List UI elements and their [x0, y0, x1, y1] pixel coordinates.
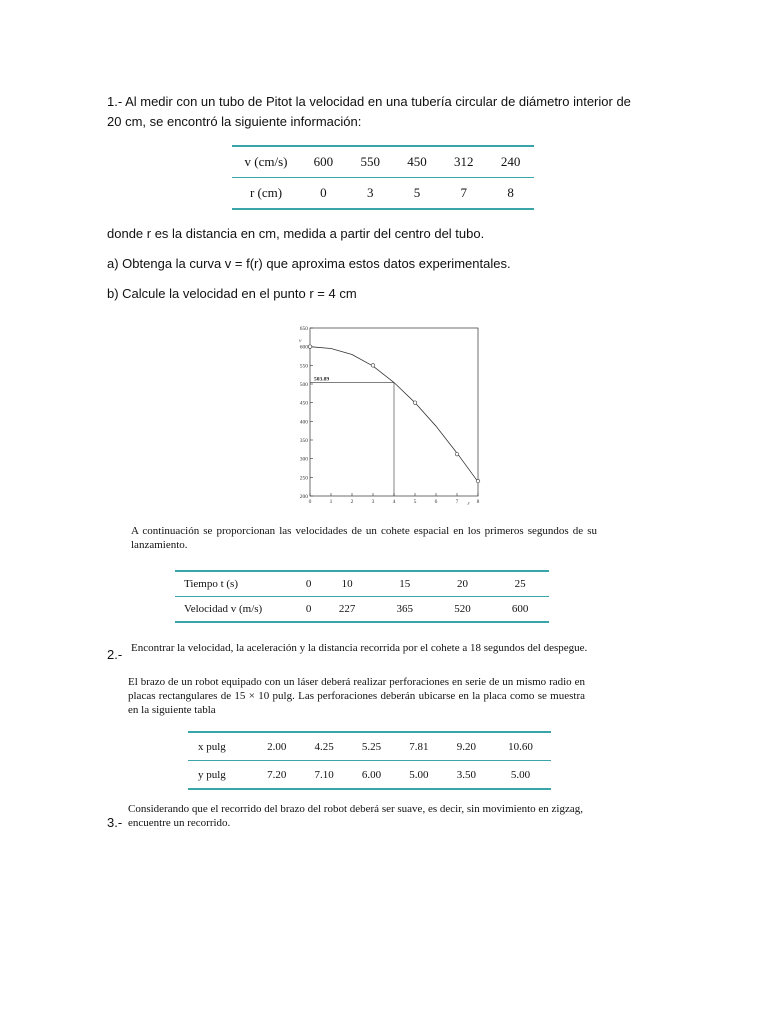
table-cell: 25: [491, 571, 549, 597]
problem-2-number: 2.-: [107, 647, 123, 662]
row-label: r (cm): [249, 185, 283, 200]
table-cell: 5.00: [510, 768, 531, 781]
x-tick-label: 5: [413, 499, 417, 505]
table-cell: 7.10: [314, 768, 334, 781]
table-row: [188, 761, 551, 790]
rocket-velocity-table: [175, 570, 549, 623]
x-tick-label: 7: [455, 499, 459, 505]
table-cell: 7.81: [395, 732, 442, 761]
x-tick-label: 0: [308, 499, 312, 505]
table-cell: 600: [300, 146, 347, 178]
x-axis-label: r: [467, 501, 470, 507]
problem-1-part-a: a) Obtenga la curva v = f(r) que aproxima estos datos experimentales.: [107, 256, 511, 271]
table-row: [175, 597, 549, 623]
y-tick-label: 350: [299, 438, 308, 444]
velocity-curve-chart: [290, 320, 490, 510]
table-cell: 2.00: [253, 732, 300, 761]
problem-1-note: donde r es la distancia en cm, medida a partir del centro del tubo.: [107, 226, 485, 241]
data-point: [308, 345, 312, 349]
table-row: [232, 178, 534, 210]
problem-1-intro: 1.- Al medir con un tubo de Pitot la velocidad en una tubería circular de diámetro interior de 20 cm, se encontró la siguiente información:: [107, 94, 631, 129]
y-tick-label: 250: [299, 475, 308, 482]
data-point: [455, 452, 459, 456]
table-cell: 3.50: [456, 768, 476, 781]
table-row: [175, 571, 549, 597]
x-tick-label: 3: [371, 499, 375, 505]
table-cell: 0: [320, 185, 327, 200]
y-axis-label: v: [299, 338, 302, 344]
y-tick-label: 650: [299, 326, 308, 332]
table-cell: 20: [434, 571, 492, 597]
table-row: [188, 732, 551, 761]
table-cell: 5.25: [348, 732, 395, 761]
row-label: Velocidad v (m/s): [184, 603, 263, 615]
table-row: [232, 146, 534, 178]
table-cell: 0: [299, 571, 318, 597]
x-tick-label: 4: [392, 499, 396, 505]
y-tick-label: 400: [299, 419, 308, 426]
data-point: [413, 401, 417, 405]
problem-3-question: Considerando que el recorrido del brazo del robot deberá ser suave, es decir, sin movimiento en zigzag, encuentre un recorrido.: [128, 803, 583, 829]
table-cell: 450: [394, 146, 441, 178]
row-label: Tiempo t (s): [175, 571, 299, 597]
table-cell: 240: [487, 146, 534, 178]
problem-3-number: 3.-: [107, 815, 123, 830]
table-cell: 6.00: [361, 768, 382, 781]
data-point: [371, 364, 375, 368]
x-tick-label: 8: [476, 499, 480, 505]
y-tick-label: 300: [299, 456, 308, 463]
table-cell: 3: [366, 185, 374, 200]
problem-1-part-b: b) Calcule la velocidad en el punto r = 4 cm: [107, 286, 357, 301]
table-cell: 0: [305, 603, 312, 615]
table-cell: 15: [376, 571, 434, 597]
y-tick-label: 550: [299, 363, 308, 370]
problem-2-intro: A continuación se proporcionan las velocidades de un cohete espacial en los primeros segundos de su lanzamiento.: [131, 525, 597, 551]
table-cell: 9.20: [443, 732, 490, 761]
y-tick-label: 450: [299, 400, 308, 407]
table-cell: 365: [396, 603, 413, 615]
problem-3-intro: El brazo de un robot equipado con un láser deberá realizar perforaciones en serie de un mismo radio en placas rectangulares de 15 × 10 pulg. Las perforaciones deberán ubicarse en la placa como se muestra en la siguiente tabla: [128, 676, 585, 716]
table-cell: 5: [413, 185, 421, 200]
y-tick-label: 600: [299, 344, 308, 351]
row-label: y pulg: [198, 768, 226, 781]
x-tick-label: 1: [329, 499, 333, 505]
annotation-label: 503.89: [314, 376, 330, 383]
data-point: [476, 479, 480, 483]
table-cell: 600: [511, 603, 529, 615]
x-tick-label: 6: [434, 499, 438, 505]
table-cell: 7: [460, 185, 468, 200]
table-cell: 5.00: [409, 768, 429, 781]
table-cell: 10.60: [490, 732, 551, 761]
table-cell: 8: [507, 185, 514, 200]
table-cell: 550: [347, 146, 394, 178]
problem-2-question: Encontrar la velocidad, la aceleración y la distancia recorrida por el cohete a 18 segundos del despegue.: [131, 642, 588, 654]
velocity-radius-table: [232, 145, 534, 210]
table-cell: 520: [454, 603, 471, 615]
robot-drill-table: [188, 731, 551, 790]
table-cell: 4.25: [300, 732, 347, 761]
table-cell: 227: [338, 603, 356, 615]
y-tick-label: 200: [299, 494, 308, 500]
x-tick-label: 2: [350, 499, 354, 505]
table-cell: 7.20: [267, 768, 287, 781]
row-label: v (cm/s): [232, 146, 300, 178]
y-tick-label: 500: [299, 382, 308, 388]
table-cell: 312: [440, 146, 487, 178]
table-cell: 10: [318, 571, 376, 597]
row-label: x pulg: [188, 732, 253, 761]
